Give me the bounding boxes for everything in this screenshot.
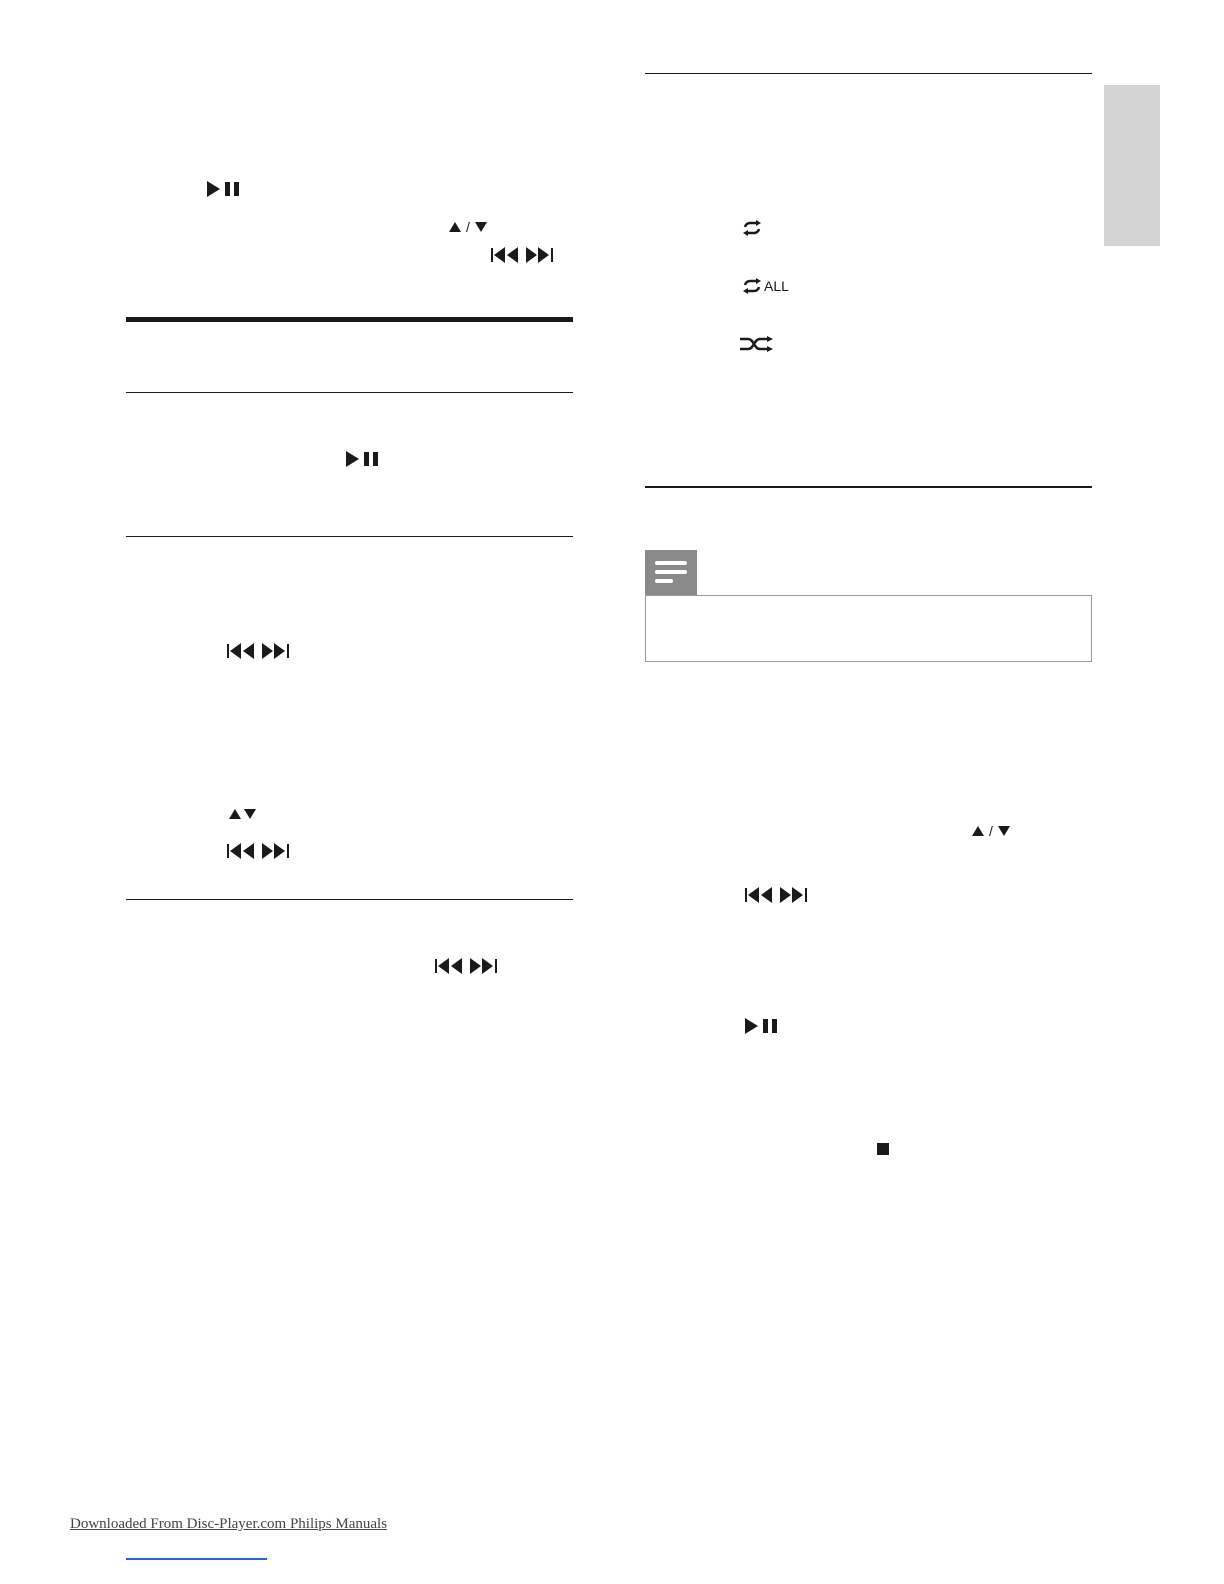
prev-next-icon bbox=[227, 643, 289, 659]
stop-icon bbox=[877, 1143, 889, 1155]
prev-next-icon bbox=[491, 247, 553, 263]
separator-slash: / bbox=[466, 219, 470, 235]
separator-slash: / bbox=[989, 823, 993, 839]
repeat-all-label: ALL bbox=[764, 278, 789, 294]
section-divider bbox=[126, 899, 573, 900]
section-divider bbox=[645, 486, 1092, 488]
play-pause-icon bbox=[346, 451, 382, 467]
section-divider bbox=[645, 73, 1092, 74]
prev-next-icon bbox=[745, 887, 807, 903]
play-pause-icon bbox=[745, 1018, 781, 1034]
note-box bbox=[645, 595, 1092, 662]
prev-next-icon bbox=[227, 843, 289, 859]
repeat-all-icon bbox=[741, 278, 789, 294]
link-underline bbox=[126, 1558, 267, 1560]
up-down-arrows-icon bbox=[972, 823, 1010, 839]
up-down-arrows-icon bbox=[449, 219, 487, 235]
play-pause-icon bbox=[207, 181, 243, 197]
prev-next-icon bbox=[435, 958, 497, 974]
up-down-arrows-icon bbox=[229, 809, 256, 819]
section-divider-thick bbox=[126, 317, 573, 322]
note-icon bbox=[645, 550, 697, 595]
language-side-tab bbox=[1104, 85, 1160, 246]
shuffle-icon bbox=[740, 336, 774, 352]
section-divider bbox=[126, 392, 573, 393]
section-divider bbox=[126, 536, 573, 537]
footer-download-link[interactable]: Downloaded From Disc-Player.com Philips Manuals bbox=[70, 1516, 388, 1532]
repeat-icon bbox=[741, 220, 763, 236]
